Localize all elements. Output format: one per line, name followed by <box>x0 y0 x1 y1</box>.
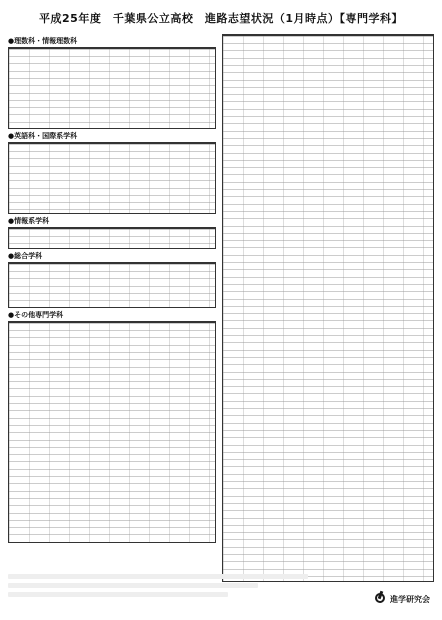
table-other-left <box>8 321 216 543</box>
leaf-logo-icon <box>373 592 387 606</box>
right-column <box>222 34 434 582</box>
table-science <box>8 47 216 129</box>
section-title-english: ●英語科・国際系学科 <box>8 132 78 140</box>
section-title-science: ●理数科・情報理数科 <box>8 37 78 45</box>
left-column <box>8 34 216 543</box>
table-comprehensive <box>8 262 216 308</box>
page-title: 平成25年度 千葉県公立高校 進路志望状況（1月時点）【専門学科】 <box>39 12 403 25</box>
table-english <box>8 142 216 214</box>
footnote-line <box>8 592 228 597</box>
footnote-line <box>8 583 258 588</box>
publisher-name: 進学研究会 <box>390 594 430 604</box>
table-other-right <box>222 34 434 582</box>
footnote-line <box>8 574 308 579</box>
publisher-logo <box>373 592 430 606</box>
footnotes <box>8 570 338 601</box>
section-title-comprehensive: ●総合学科 <box>8 252 43 260</box>
columns <box>8 34 434 582</box>
section-title-other: ●その他専門学科 <box>8 311 64 319</box>
table-information <box>8 227 216 249</box>
section-title-information: ●情報系学科 <box>8 217 50 225</box>
